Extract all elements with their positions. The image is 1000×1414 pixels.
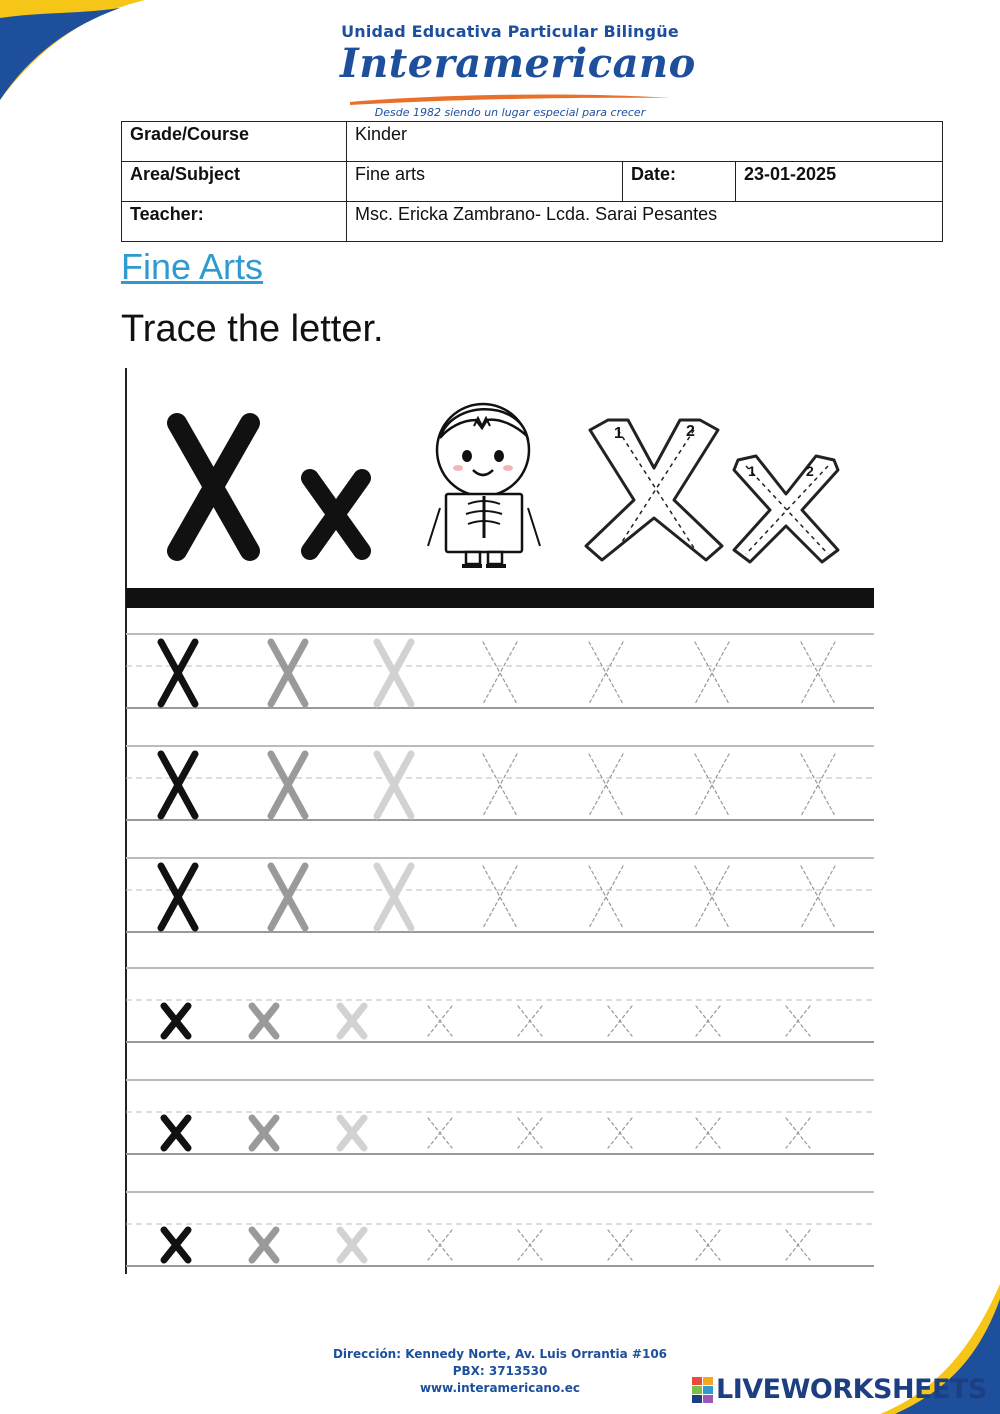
tracing-letter-x (271, 642, 305, 704)
liveworksheets-watermark (692, 1374, 992, 1408)
tracing-rows (126, 634, 874, 1266)
tracing-letter-x (164, 1118, 188, 1148)
tracing-row-lowercase (126, 1080, 874, 1154)
info-table (121, 121, 943, 242)
date-value: 23-01-2025 (736, 162, 943, 202)
tracing-letter-x[interactable] (695, 754, 729, 816)
x-ray-boy-illustration (428, 404, 540, 566)
footer-address-block (300, 1346, 700, 1397)
tracing-letter-x (340, 1230, 364, 1260)
tracing-letter-x[interactable] (428, 1118, 452, 1148)
tracing-letter-x (340, 1118, 364, 1148)
tracing-letter-x[interactable] (695, 642, 729, 704)
liveworksheets-logo-icon (692, 1377, 714, 1403)
tracing-letter-x (377, 866, 411, 928)
logo-swoosh (350, 92, 670, 106)
tracing-letter-x[interactable] (696, 1118, 720, 1148)
stroke-order-lowercase-x (734, 456, 838, 562)
grade-label: Grade/Course (122, 122, 347, 162)
tracing-letter-x (164, 1230, 188, 1260)
tracing-letter-x[interactable] (608, 1006, 632, 1036)
tracing-letter-x[interactable] (518, 1006, 542, 1036)
tracing-letter-x[interactable] (428, 1006, 452, 1036)
school-name: Interamericano (340, 40, 696, 87)
teacher-label: Teacher: (122, 202, 347, 242)
tracing-row-uppercase (126, 858, 874, 932)
tracing-letter-x[interactable] (608, 1230, 632, 1260)
tracing-letter-x[interactable] (589, 866, 623, 928)
tracing-letter-x (252, 1118, 276, 1148)
tracing-letter-x[interactable] (695, 866, 729, 928)
tracing-letter-x (161, 754, 195, 816)
tracing-letter-x[interactable] (696, 1230, 720, 1260)
tracing-letter-x[interactable] (696, 1006, 720, 1036)
tracing-letter-x[interactable] (483, 642, 517, 704)
teacher-value: Msc. Ericka Zambrano- Lcda. Sarai Pesantes (347, 202, 943, 242)
table-row (122, 162, 943, 202)
table-row (122, 202, 943, 242)
tracing-letter-x[interactable] (483, 754, 517, 816)
tracing-letter-x[interactable] (801, 754, 835, 816)
tracing-letter-x[interactable] (786, 1118, 810, 1148)
stroke-number: 2 (806, 463, 814, 479)
tracing-letter-x[interactable] (801, 866, 835, 928)
header-divider (126, 588, 874, 608)
instruction-text: Trace the letter. (121, 308, 384, 350)
tracing-letter-x (377, 754, 411, 816)
tracing-letter-x (161, 866, 195, 928)
big-lowercase-letter (310, 478, 362, 551)
date-label: Date: (623, 162, 736, 202)
tracing-letter-x[interactable] (608, 1118, 632, 1148)
footer-address: Dirección: Kennedy Norte, Av. Luis Orrantia #106 (332, 1347, 668, 1361)
area-label: Area/Subject (122, 162, 347, 202)
tracing-letter-x (271, 866, 305, 928)
corner-decoration-top-left (0, 0, 160, 110)
tracing-letter-x (377, 642, 411, 704)
tracing-letter-x (271, 754, 305, 816)
tracing-letter-x[interactable] (518, 1118, 542, 1148)
stroke-number: 1 (748, 463, 756, 479)
tracing-letter-x[interactable] (589, 642, 623, 704)
tracing-letter-x (252, 1230, 276, 1260)
area-value: Fine arts (347, 162, 623, 202)
tracing-letter-x[interactable] (801, 642, 835, 704)
letter-tracing-worksheet (122, 368, 878, 1274)
stroke-number: 1 (614, 425, 623, 442)
school-logo (340, 18, 696, 120)
big-uppercase-letter (177, 423, 250, 551)
school-line: Unidad Educativa Particular Bilingüe (341, 22, 679, 41)
tracing-letter-x[interactable] (786, 1006, 810, 1036)
tracing-letter-x (340, 1006, 364, 1036)
tracing-row-lowercase (126, 968, 874, 1042)
tracing-letter-x[interactable] (786, 1230, 810, 1260)
tracing-row-uppercase (126, 634, 874, 708)
tracing-letter-x[interactable] (428, 1230, 452, 1260)
tracing-letter-x[interactable] (589, 754, 623, 816)
tracing-row-uppercase (126, 746, 874, 820)
stroke-order-uppercase-x (586, 420, 722, 560)
stroke-number: 2 (686, 423, 695, 440)
tracing-row-lowercase (126, 1192, 874, 1266)
footer-website: www.interamericano.ec (419, 1381, 581, 1395)
footer-phone: PBX: 3713530 (452, 1364, 548, 1378)
tracing-letter-x (252, 1006, 276, 1036)
tracing-letter-x (161, 642, 195, 704)
table-row (122, 122, 943, 162)
tracing-letter-x[interactable] (483, 866, 517, 928)
school-tagline: Desde 1982 siendo un lugar especial para crecer (374, 106, 646, 119)
grade-value: Kinder (347, 122, 943, 162)
watermark-text: LIVEWORKSHEETS (716, 1374, 987, 1405)
tracing-letter-x (164, 1006, 188, 1036)
tracing-letter-x[interactable] (518, 1230, 542, 1260)
section-title-link[interactable]: Fine Arts (121, 246, 264, 287)
